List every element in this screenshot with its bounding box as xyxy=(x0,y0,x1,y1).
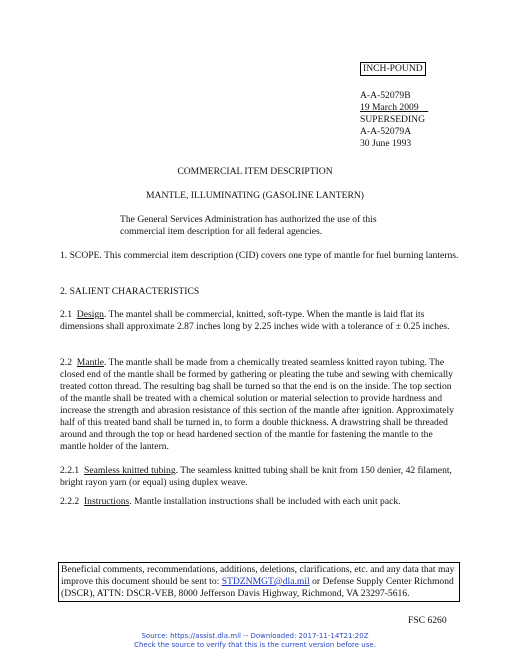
design-label: Design xyxy=(76,309,104,320)
gsa-authorization-line1: The General Services Administration has authorized the use of this xyxy=(120,214,377,225)
document-identification xyxy=(360,90,490,150)
scope-paragraph: 1. SCOPE. This commercial item description (CID) covers one type of mantle for fuel burning lanterns. xyxy=(60,250,459,261)
inch-pound-label: INCH-POUND xyxy=(360,62,426,76)
item-title: MANTLE, ILLUMINATING (GASOLINE LANTERN) xyxy=(146,190,364,201)
document-date: 19 March 2009 xyxy=(360,102,419,113)
design-paragraph xyxy=(60,309,460,333)
mantle-number: 2.2 xyxy=(60,357,72,368)
salient-characteristics-heading: 2. SALIENT CHARACTERISTICS xyxy=(60,286,200,297)
previous-document-number: A-A-52079A xyxy=(360,126,412,137)
source-footer-line1: Source: https://assist.dla.mil -- Downloaded: 2017-11-14T21:20Z xyxy=(141,632,369,640)
document-number: A-A-52079B xyxy=(360,90,411,101)
fsc-code: FSC 6260 xyxy=(408,615,447,626)
design-text: . The mantel shall be commercial, knitted, soft-type. When the mantle is laid flat its dimensions shall approximate 2.87 inches long by 2.25 inches wide with a tolerance of ± 0.25 inches. xyxy=(60,309,450,332)
mantle-paragraph xyxy=(60,357,460,453)
tubing-number: 2.2.1 xyxy=(60,465,80,476)
tubing-text: . The seamless knitted tubing shall be knit from 150 denier, 42 filament, bright rayon yarn (or equal) using duplex weave. xyxy=(60,465,452,488)
comments-text-before: Beneficial comments, recommendations, additions, deletions, clarifications, etc. and any data that may improve this document should be sent to: xyxy=(61,564,455,587)
instructions-paragraph xyxy=(60,496,460,508)
instructions-number: 2.2.2 xyxy=(60,496,80,507)
instructions-label: Instructions xyxy=(83,496,130,507)
email-link[interactable]: STDZNMGT@dla.mil xyxy=(221,576,310,587)
instructions-text: . Mantle installation instructions shall be included with each unit pack. xyxy=(129,496,401,507)
previous-document-date: 30 June 1993 xyxy=(360,138,412,149)
comments-text-after: or Defense Supply Center Richmond (DSCR), ATTN: DSCR-VEB, 8000 Jefferson Davis Highway, Richmond, VA 23297-5616. xyxy=(61,576,454,599)
mantle-label: Mantle xyxy=(76,357,104,368)
mantle-text: . The mantle shall be made from a chemically treated seamless knitted rayon tubing. The closed end of the mantle shall be formed by gathering or pleating the tube and sewing with chemically treated cotton thread. The resulting bag shall be turned so that the end is on the inside. The top section of the mantle shall be treated with a chemical solution or material selection to provide hardness and increase the strength and abrasion resistance of this section of the mantle after ignition. Approximately half of this treated band shall be turned in, to form a double thickness. A drawstring shall be threaded around and through the top or head hardened section of the mantle for fastening the mantle to the mantle holder of the lantern. xyxy=(60,357,455,452)
comments-box xyxy=(58,562,460,602)
tubing-paragraph xyxy=(60,465,460,489)
tubing-label: Seamless knitted tubing xyxy=(83,465,176,476)
gsa-authorization-line2: commercial item description for all federal agencies. xyxy=(120,226,323,237)
superseding-label: SUPERSEDING xyxy=(360,114,426,125)
source-footer-line2: Check the source to verify that this is the current version before use. xyxy=(134,640,376,649)
document-type-title: COMMERCIAL ITEM DESCRIPTION xyxy=(177,166,333,177)
source-footer xyxy=(0,632,510,649)
gsa-authorization xyxy=(120,214,420,238)
design-number: 2.1 xyxy=(60,309,72,320)
